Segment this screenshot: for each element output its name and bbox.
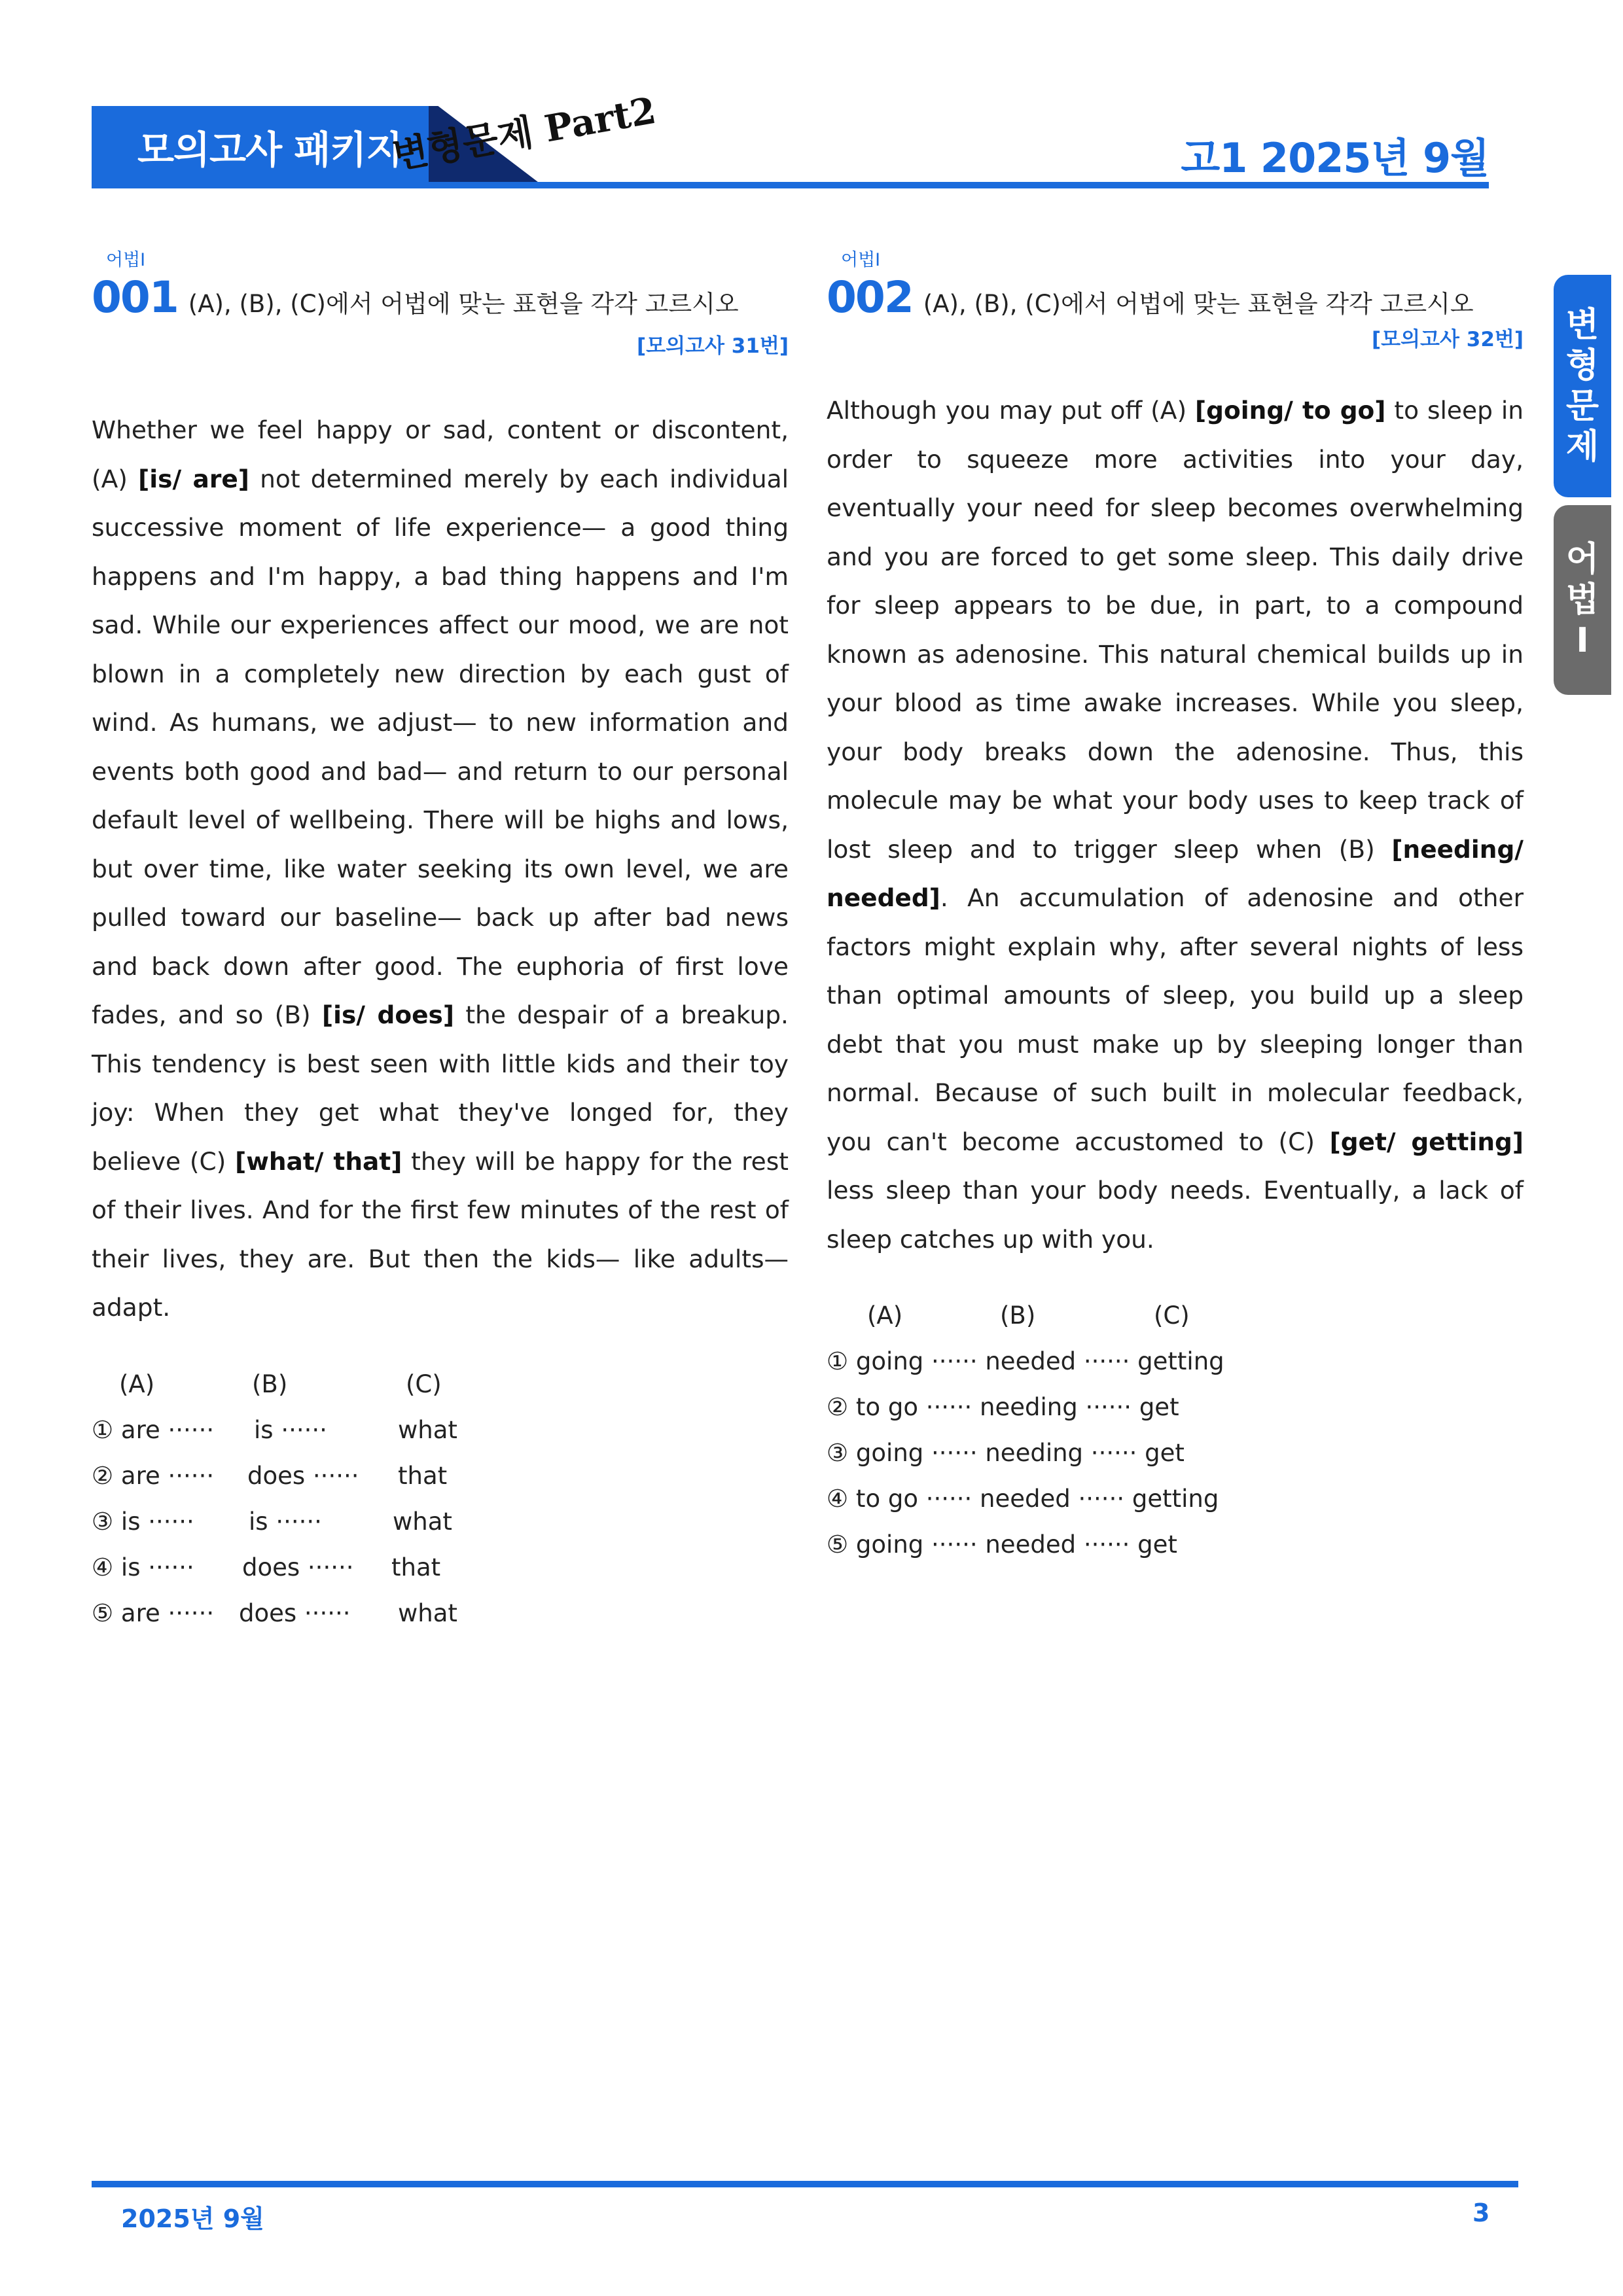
choice-header-c: (C) — [406, 1369, 442, 1398]
choice-c: that — [391, 1553, 441, 1581]
side-tab-char: 변 — [1565, 306, 1599, 345]
choice-option-5[interactable] — [92, 1599, 789, 1645]
choice-a: ④ is ······ — [92, 1553, 194, 1581]
passage-text: the despair of a breakup. This tendency is best seen with little kids and their toy joy: When they get what they've longed for, they believe (C) — [92, 1000, 789, 1176]
question-header — [92, 272, 789, 323]
choice-option-4[interactable] — [92, 1553, 789, 1599]
choice-b: is ······ — [249, 1507, 322, 1536]
choice-option-1[interactable] — [92, 1416, 789, 1462]
choice-c: what — [398, 1598, 457, 1627]
choice-b: is ······ — [254, 1415, 327, 1444]
choice-option-4[interactable] — [827, 1485, 1524, 1530]
passage-blank-b: [is/ does] — [321, 1000, 454, 1029]
question-instruction: (A), (B), (C)에서 어법에 맞는 표현을 각각 고르시오 — [188, 290, 739, 318]
choice-header — [827, 1301, 1524, 1347]
passage-blank-b: [needing/ needed] — [827, 834, 1524, 912]
choice-a: ⑤ are ······ — [92, 1598, 215, 1627]
side-tab-char: 형 — [1565, 346, 1599, 385]
choice-option-1[interactable] — [827, 1347, 1524, 1393]
side-tab-char: I — [1576, 621, 1589, 660]
answer-choices — [92, 1370, 789, 1645]
question-instruction: (A), (B), (C)에서 어법에 맞는 표현을 각각 고르시오 — [923, 290, 1474, 318]
header-title: 모의고사 패키지 — [137, 128, 402, 172]
side-tab-char: 문 — [1565, 387, 1599, 426]
choice-a: ③ is ······ — [92, 1507, 194, 1536]
passage-blank-a: [going/ to go] — [1195, 396, 1386, 425]
question-tag: 어법I — [106, 250, 146, 270]
choice-text: ⑤ going ······ needed ······ get — [827, 1530, 1177, 1559]
question-header — [827, 272, 1524, 323]
question-tag: 어법I — [841, 250, 881, 270]
passage-text: Although you may put off (A) — [827, 396, 1196, 425]
choice-a: ① are ······ — [92, 1415, 215, 1444]
choice-header-c: (C) — [1154, 1301, 1190, 1330]
passage-blank-a: [is/ are] — [138, 464, 249, 493]
side-tab-grammar[interactable] — [1554, 505, 1611, 695]
choice-c: that — [398, 1461, 448, 1490]
footer-rule — [92, 2181, 1518, 2187]
passage-blank-c: [get/ getting] — [1329, 1127, 1524, 1156]
choice-option-3[interactable] — [827, 1439, 1524, 1485]
header-subtitle: 변형문제 Part2 — [389, 88, 660, 178]
question-001 — [92, 245, 789, 1645]
choice-header — [92, 1370, 789, 1416]
question-source: [모의고사 31번] — [637, 334, 789, 358]
choice-text: ③ going ······ needing ······ get — [827, 1439, 1185, 1467]
choice-text: ② to go ······ needing ······ get — [827, 1393, 1179, 1421]
footer-date: 2025년 9월 — [121, 2204, 264, 2233]
side-tab-char: 법 — [1565, 580, 1599, 620]
choice-b: does ······ — [247, 1461, 359, 1490]
question-number: 002 — [827, 272, 913, 323]
choice-header-a: (A) — [119, 1369, 155, 1398]
passage — [827, 386, 1524, 1263]
choice-header-b: (B) — [252, 1369, 288, 1398]
choice-header-b: (B) — [1000, 1301, 1036, 1330]
choice-option-2[interactable] — [827, 1393, 1524, 1439]
passage — [92, 406, 789, 1332]
choice-option-2[interactable] — [92, 1462, 789, 1508]
question-number: 001 — [92, 272, 178, 323]
choice-c: what — [393, 1507, 452, 1536]
side-tab-char: 어 — [1565, 540, 1599, 579]
page-number: 3 — [1472, 2199, 1490, 2227]
choice-option-3[interactable] — [92, 1508, 789, 1553]
choice-option-5[interactable] — [827, 1530, 1524, 1576]
passage-text: Whether we feel happy or sad, content or discontent, (A) — [92, 415, 789, 493]
choice-text: ① going ······ needed ······ getting — [827, 1347, 1224, 1375]
passage-text: . An accumulation of adenosine and other factors might explain why, after several nights of less than optimal amounts of sleep, you build up a sleep debt that you must make up by sleeping longer than normal. Because of such built in molecular feedback, you can't become accustomed to (C) — [827, 883, 1524, 1156]
choice-c: what — [398, 1415, 457, 1444]
choice-a: ② are ······ — [92, 1461, 215, 1490]
passage-blank-c: [what/ that] — [235, 1146, 402, 1176]
choice-b: does ······ — [242, 1553, 354, 1581]
question-002 — [827, 245, 1524, 1576]
passage-text: they will be happy for the rest of their lives. And for the first few minutes of the rest of their lives, they are. But then the kids— like adults— adapt. — [92, 1146, 789, 1322]
choice-b: does ······ — [239, 1598, 351, 1627]
passage-text: not determined merely by each individual successive moment of life experience— a good thing happens and I'm happy, a bad thing happens and I'm sad. While our experiences affect our mood, we are not blown in a completely new direction by each gust of wind. As humans, we adjust— to new information and events both good and bad— and return to our personal default level of wellbeing. There will be highs and lows, but over time, like water seeking its own level, we are pulled toward our baseline— back up after bad news and back down after good. The euphoria of first love fades, and so (B) — [92, 464, 789, 1029]
choice-header-a: (A) — [867, 1301, 903, 1330]
passage-text: less sleep than your body needs. Eventually, a lack of sleep catches up with you. — [827, 1176, 1524, 1254]
side-tab-variant[interactable] — [1554, 275, 1611, 497]
passage-text: to sleep in order to squeeze more activities into your day, eventually your need for sleep becomes overwhelming and you are forced to get some sleep. This daily drive for sleep appears to be due, in part, to a compound known as adenosine. This natural chemical builds up in your blood as time awake increases. While you sleep, your body breaks down the adenosine. Thus, this molecule may be what your body uses to keep track of lost sleep and to trigger sleep when (B) — [827, 396, 1524, 864]
question-source: [모의고사 32번] — [1372, 328, 1524, 351]
exam-label: 고1 2025년 9월 — [1181, 134, 1489, 182]
choice-text: ④ to go ······ needed ······ getting — [827, 1485, 1219, 1513]
side-tab-char: 제 — [1565, 427, 1599, 467]
answer-choices — [827, 1301, 1524, 1576]
